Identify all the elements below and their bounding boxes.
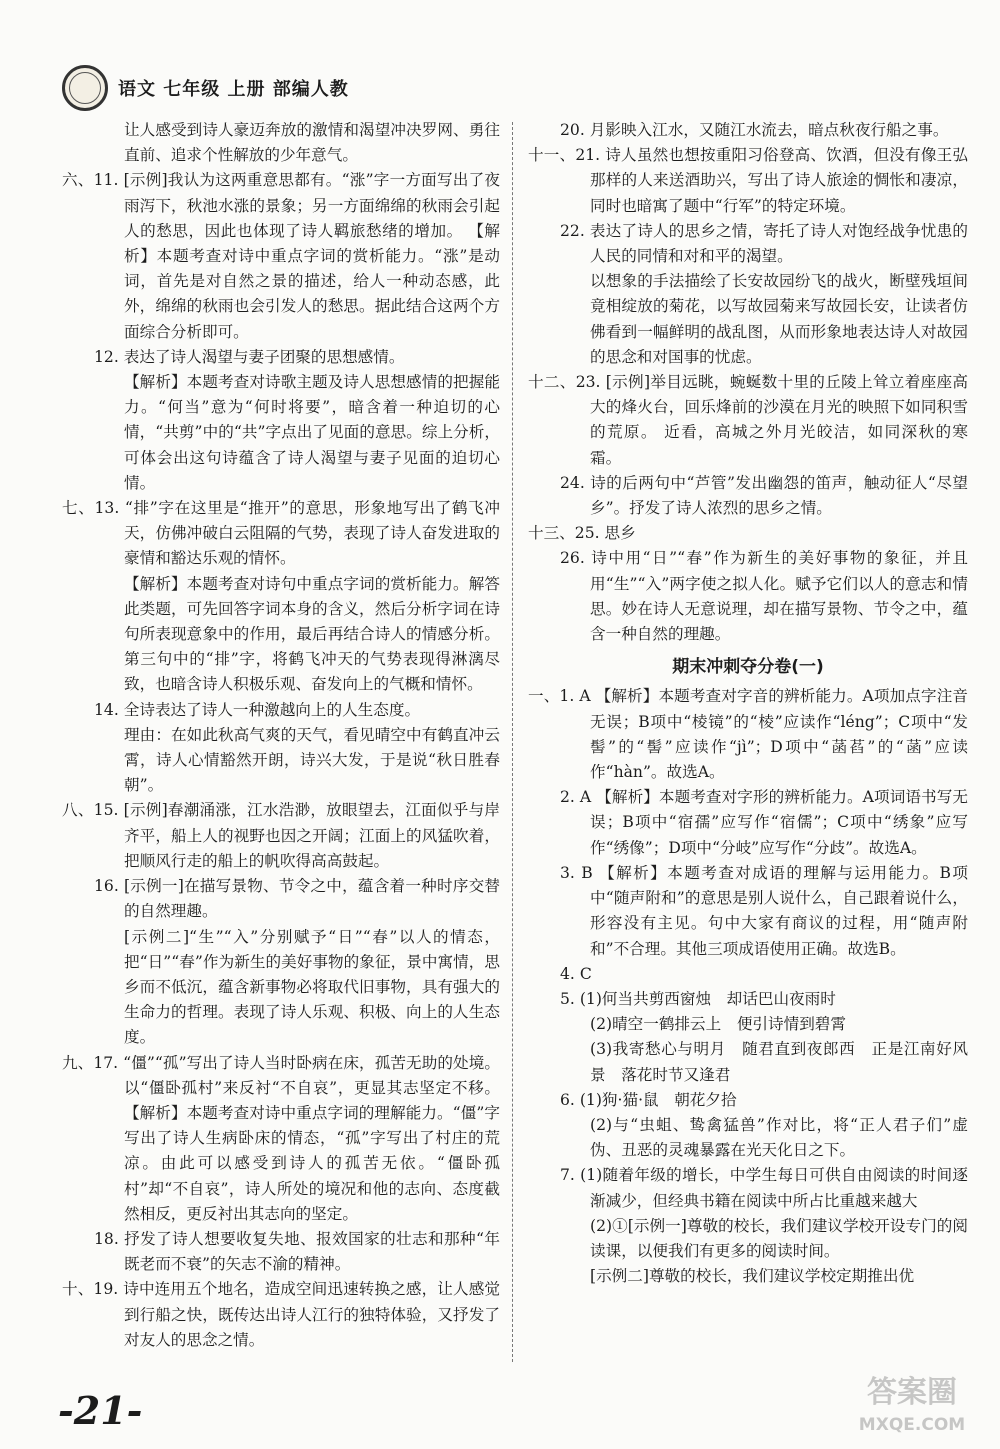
answer-item: 18. 抒发了诗人想要收复失地、报效国家的壮志和那种“年既老而不衰”的矢志不渝的精神。 [94,1229,500,1274]
page-number: -21- [58,1388,143,1433]
answer-item: 24. 诗的后两句中“芦管”发出幽怨的笛声，触动征人“尽望乡”。抒发了诗人浓烈的思乡之情。 [560,473,968,518]
answer-item: (3)我寄愁心与明月 随君直到夜郎西 正是江南好风景 落花时节又逢君 [590,1040,968,1084]
answer-item: 一、1. A 【解析】本题考查对字音的辨析能力。A项加点字注音无误；B项中“棱镜”的“棱”应读作“léng”；C项中“发髻”的“髻”应读作“jì”；D项中“菡萏”的“菡”应读作“hàn”。故选A。 [528,687,968,782]
answer-item: 22. 表达了诗人的思乡之情，寄托了诗人对饱经战争忧患的人民的同情和对和平的渴望。 [560,221,968,266]
answer-item: 七、13. “排”字在这里是“推开”的意思，形象地写出了鹤飞冲天，仿佛冲破白云阻隔的气势，表现了诗人奋发进取的豪情和豁达乐观的情怀。 [62,499,500,568]
answer-item: 12. 表达了诗人渴望与妻子团聚的思想感情。 [94,347,405,366]
answer-item: 以想象的手法描绘了长安故园纷飞的战火，断壁残垣间竟相绽放的菊花，以写故园菊来写故园长安，让读者仿佛看到一幅鲜明的战乱图，从而形象地表达诗人对故园的思念和对国事的忧虑。 [590,272,968,366]
answer-item: (2)与“虫蛆、鸷禽猛兽”作对比，将“正人君子们”虚伪、丑恶的灵魂暴露在光天化日之下。 [590,1115,968,1160]
section-title: 期末冲刺夺分卷(一) [672,657,824,678]
page-header [62,62,349,114]
answer-item: 八、15. [示例]春潮涌涨，江水浩渺，放眼望去，江面似乎与岸齐平，船上人的视野也因之开阔；江面上的风猛吹着，把顺风行走的船上的帆吹得高高鼓起。 [62,801,500,870]
header-title: 语文 七年级 上册 部编人教 [118,79,349,100]
answer-item: 16. [示例一]在描写景物、节令之中，蕴含着一种时序交替的自然理趣。 [94,877,500,921]
watermark-line2: MXQE.COM [858,1415,966,1435]
logo-emblem [69,72,101,104]
answer-item: 九、17. “僵”“孤”写出了诗人当时卧病在床，孤苦无助的处境。 以“僵卧孤村”来反衬“不自哀”，更显其志坚定不移。 【解析】本题考查对诗中重点字词的理解能力。“僵”字写出了诗人生病卧床的情态，“孤”字写出了村庄的荒凉。由此可以感受到诗人的孤苦无依。“僵卧孤村”却“不自哀”，诗人所处的境况和他的志向、态度截然相反，更反衬出其志向的坚定。 [62,1053,500,1223]
answer-item: [示例二]尊敬的校长，我们建议学校定期推出优 [590,1267,915,1286]
answer-item: 十三、25. 思乡 [528,524,636,543]
answer-item: 六、11. [示例]我认为这两重意思都有。“涨”字一方面写出了夜雨泻下，秋池水涨的景象；另一方面绵绵的秋雨会引起人的愁思，因此也体现了诗人羁旅愁绪的增加。 【解析】本题考查对诗中重点字词的赏析能力。“涨”是动词，首先是对自然之景的描述，给人一种动态感，此外，绵绵的秋雨也会引发人的愁思。据此结合这两个方面综合分析即可。 [62,171,500,341]
answer-item: 3. B 【解析】本题考查对成语的理解与运用能力。B项中“随声附和”的意思是别人说什么，自己跟着说什么，形容没有主见。句中大家有商议的过程，用“随声附和”不合理。其他三项成语使用正确。故选B。 [560,863,968,958]
answer-item: [示例二]“生”“入”分别赋予“日”“春”以人的情态，把“日”“春”作为新生的美好事物的象征，景中寓情，思乡而不低沉，蕴含新事物必将取代旧事物，具有强大的生命力的哲理。表现了诗人乐观、积极、向上的人生态度。 [124,927,500,1047]
watermark [842,1368,982,1443]
answer-item: (2)①[示例一]尊敬的校长，我们建议学校开设专门的阅读课，以便我们有更多的阅读时间。 [590,1216,968,1260]
publisher-logo [62,65,108,111]
left-column [62,118,500,1353]
answer-item: 【解析】本题考查对诗歌主题及诗人思想感情的把握能力。“何当”意为“何时将要”，暗含着一种迫切的心情，“共剪”中的“共”字点出了见面的意思。综上分析，可体会出这句诗蕴含了诗人渴望与妻子见面的迫切心情。 [124,373,500,492]
answer-item: 4. C [560,964,592,983]
answer-item: 14. 全诗表达了诗人一种激越向上的人生态度。 [94,700,421,719]
answer-item: 2. A 【解析】本题考查对字形的辨析能力。A项词语书写无误；B项中“宿孺”应写作“宿儒”；C项中“绣象”应写作“绣像”；D项中“分岐”应写作“分歧”。故选A。 [560,788,968,857]
answer-item: 【解析】本题考查对诗句中重点字词的赏析能力。解答此类题，可先回答字词本身的含义，然后分析字词在诗句所表现意象中的作用，最后再结合诗人的情感分析。第三句中的“排”字，将鹤飞冲天的气势表现得淋漓尽致，也暗含诗人积极乐观、奋发向上的气概和情怀。 [124,574,500,694]
watermark-line1: 答案圈 [867,1375,957,1410]
answer-item: 十一、21. 诗人虽然也想按重阳习俗登高、饮酒，但没有像王弘那样的人来送酒助兴，写出了诗人旅途的惆怅和凄凉，同时也暗寓了题中“行军”的特定环境。 [528,146,968,215]
right-column [528,118,968,1289]
answer-item: 20. 月影映入江水，又随江水流去，暗点秋夜行船之事。 [560,121,949,139]
column-divider [512,122,513,1362]
answer-item: 26. 诗中用“日”“春”作为新生的美好事物的象征，并且用“生”“入”两字使之拟人化。赋予它们以人的意志和情思。妙在诗人无意说理，却在描写景物、节令之中，蕴含一种自然的理趣。 [560,549,968,644]
answer-item: 6. (1)狗·猫·鼠 朝花夕拾 [560,1090,737,1109]
answer-item: 十、19. 诗中连用五个地名，造成空间迅速转换之感，让人感觉到行船之快，既传达出诗人江行的独特体验，又抒发了对友人的思念之情。 [62,1280,500,1349]
answer-item: 十二、23. [示例]举目远眺，蜿蜒数十里的丘陵上耸立着座座高大的烽火台，回乐烽前的沙漠在月光的映照下如同积雪的荒原。 近看，高城之外月光皎洁，如同深秋的寒霜。 [528,373,968,467]
answer-item: (2)晴空一鹤排云上 便引诗情到碧霄 [590,1015,846,1034]
answer-item: 7. (1)随着年级的增长，中学生每日可供自由阅读的时间逐渐减少，但经典书籍在阅读中所占比重越来越大 [560,1166,968,1210]
answer-item: 5. (1)何当共剪西窗烛 却话巴山夜雨时 [560,989,836,1008]
answer-item: 理由：在如此秋高气爽的天气，看见晴空中有鹤直冲云霄，诗人心情豁然开朗，诗兴大发，于是说“秋日胜春朝”。 [124,725,500,795]
answer-item: 让人感受到诗人豪迈奔放的激情和渴望冲决罗网、勇往直前、追求个性解放的少年意气。 [124,121,500,165]
